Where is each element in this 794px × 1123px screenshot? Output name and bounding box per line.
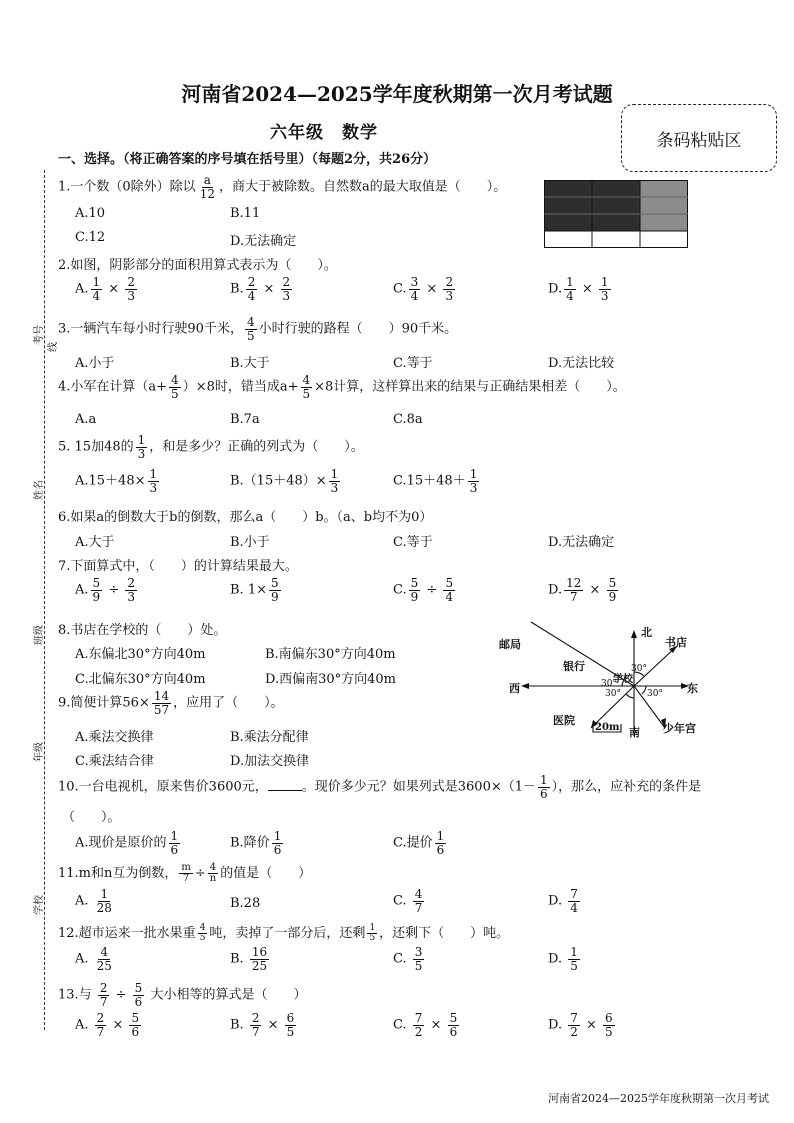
section-heading: 一、选择。（将正确答案的序号填在括号里）（每题2分，共26分） — [58, 152, 437, 167]
question-10-line2: （ ）。 — [62, 810, 121, 825]
angle-south-east: 30° — [647, 689, 663, 699]
side-label-school: 学校 — [34, 895, 45, 915]
q9-option-a[interactable]: A.乘法交换律 — [75, 730, 154, 745]
question-8: 8.书店在学校的（ ）处。 — [58, 623, 227, 638]
q3-option-b[interactable]: B.大于 — [230, 356, 270, 371]
label-youth-palace: 少年宫 — [663, 722, 696, 735]
q1-option-d[interactable]: D.无法确定 — [230, 234, 297, 249]
barcode-label: 条码粘贴区 — [656, 130, 742, 151]
question-13: 13.与 $\frac{2}{7}$ ÷ $\frac{5}{6}$ 大小相等的算式是（ ） — [58, 981, 307, 1009]
q13-option-c[interactable]: C. $\frac{7}{2}$ × $\frac{5}{6}$ — [393, 1011, 458, 1039]
angle-south-west: 30° — [605, 689, 621, 699]
side-label-grade: 年级 — [34, 742, 45, 762]
q5-option-b[interactable]: B.（15＋48）× $\frac{1}{3}$ — [230, 467, 339, 495]
q1-option-a[interactable]: A.10 — [75, 206, 106, 221]
q13-option-a[interactable]: A. $\frac{2}{7}$ × $\frac{5}{6}$ — [75, 1011, 140, 1039]
q12-option-c[interactable]: C. $\frac{3}{5}$ — [393, 945, 423, 973]
q4-option-c[interactable]: C.8a — [393, 412, 423, 427]
label-west: 西 — [509, 682, 520, 695]
question-9: 9.简便计算56× $\frac{14}{57}$ ，应用了（ ）。 — [58, 689, 284, 717]
side-label-name: 姓名 — [34, 480, 45, 500]
label-bookstore: 书店 — [665, 636, 687, 649]
q8-option-a[interactable]: A.东偏北30°方向40m — [75, 647, 206, 662]
q9-option-b[interactable]: B.乘法分配律 — [230, 730, 309, 745]
q2-option-b[interactable]: B. $\frac{2}{4}$ × $\frac{2}{3}$ — [230, 275, 291, 303]
label-south: 南 — [629, 726, 640, 739]
label-scale: 20m — [595, 722, 620, 733]
label-school: 学校 — [613, 674, 633, 685]
side-label-line: 线 — [48, 342, 59, 352]
label-post-office: 邮局 — [499, 638, 521, 651]
q10-option-b[interactable]: B.降价 $\frac{1}{6}$ — [230, 829, 282, 857]
q6-option-b[interactable]: B.小于 — [230, 535, 270, 550]
question-4: 4.小军在计算（a+ $\frac{4}{5}$ ）×8时，错当成a+ $\frac{4}{5}$ ×8计算，这样算出来的结果与正确结果相差（ ）。 — [58, 373, 626, 401]
q11-option-c[interactable]: C. $\frac{4}{7}$ — [393, 887, 423, 915]
q8-option-b[interactable]: B.南偏东30°方向40m — [265, 647, 396, 662]
q8-option-d[interactable]: D.西偏南30°方向40m — [265, 672, 397, 687]
q4-option-a[interactable]: A.a — [75, 412, 97, 427]
q7-option-b[interactable]: B. 1× $\frac{5}{9}$ — [230, 576, 279, 604]
q7-option-d[interactable]: D. $\frac{12}{7}$ × $\frac{5}{9}$ — [548, 576, 617, 604]
question-2: 2.如图，阴影部分的面积用算式表示为（ ）。 — [58, 258, 337, 273]
q2-option-d[interactable]: D. $\frac{1}{4}$ × $\frac{1}{3}$ — [548, 275, 609, 303]
q9-option-d[interactable]: D.加法交换律 — [230, 754, 310, 769]
q3-option-d[interactable]: D.无法比较 — [548, 356, 615, 371]
q11-option-a[interactable]: A. $\frac{1}{28}$ — [75, 887, 112, 915]
q3-option-a[interactable]: A.小于 — [75, 356, 115, 371]
q7-option-a[interactable]: A. $\frac{5}{9}$ ÷ $\frac{2}{3}$ — [75, 576, 135, 604]
q6-option-d[interactable]: D.无法确定 — [548, 535, 615, 550]
q3-option-c[interactable]: C.等于 — [393, 356, 433, 371]
q13-option-d[interactable]: D. $\frac{7}{2}$ × $\frac{6}{5}$ — [548, 1011, 613, 1039]
q4-option-b[interactable]: B.7a — [230, 412, 260, 427]
q6-option-a[interactable]: A.大于 — [75, 535, 115, 550]
page-footer: 河南省2024—2025学年度秋期第一次月考试 — [548, 1092, 769, 1105]
question-7: 7.下面算式中，（ ）的计算结果最大。 — [58, 559, 298, 574]
q11-option-d[interactable]: D. $\frac{7}{4}$ — [548, 887, 578, 915]
exam-subtitle: 六年级 数学 — [270, 123, 378, 143]
q2-option-c[interactable]: C. $\frac{3}{4}$ × $\frac{2}{3}$ — [393, 275, 454, 303]
q6-option-c[interactable]: C.等于 — [393, 535, 433, 550]
q12-option-b[interactable]: B. $\frac{16}{25}$ — [230, 945, 268, 973]
side-label-exam-no: 考号 — [34, 325, 45, 345]
label-bank: 银行 — [563, 660, 585, 673]
question-5: 5. 15加48的 $\frac{1}{3}$ ，和是多少？正确的列式为（ ）。 — [58, 433, 364, 461]
side-label-class: 班级 — [34, 625, 45, 645]
q1-option-b[interactable]: B.11 — [230, 206, 261, 221]
label-hospital: 医院 — [553, 714, 575, 727]
exam-title: 河南省2024—2025学年度秋期第一次月考试题 — [181, 82, 613, 106]
question-1: 1.一个数（0除外）除以 $\frac{a}{12}$ ，商大于被除数。自然数a的最大取值是（ ）。 — [58, 173, 507, 201]
q8-option-c[interactable]: C.北偏东30°方向40m — [75, 672, 206, 687]
label-east: 东 — [687, 682, 698, 695]
q9-option-c[interactable]: C.乘法结合律 — [75, 754, 154, 769]
q1-option-c[interactable]: C.12 — [75, 230, 106, 245]
q11-option-b[interactable]: B.28 — [230, 896, 261, 911]
q5-option-a[interactable]: A.15＋48× $\frac{1}{3}$ — [75, 467, 158, 495]
q13-option-b[interactable]: B. $\frac{2}{7}$ × $\frac{6}{5}$ — [230, 1011, 295, 1039]
angle-north-east: 30° — [631, 664, 647, 674]
q12-option-a[interactable]: A. $\frac{4}{25}$ — [75, 945, 112, 973]
q2-option-a[interactable]: A. $\frac{1}{4}$ × $\frac{2}{3}$ — [75, 275, 135, 303]
question-10: 10.一台电视机，原来售价3600元， 。现价多少元？如果列式是3600×（1－ $\frac{1}{6}$ ），那么，应补充的条件是 — [58, 773, 702, 801]
direction-map-figure — [495, 620, 710, 745]
q10-option-a[interactable]: A.现价是原价的 $\frac{1}{6}$ — [75, 829, 179, 857]
angle-west: 30° — [601, 679, 617, 689]
q7-option-c[interactable]: C. $\frac{5}{9}$ ÷ $\frac{5}{4}$ — [393, 576, 454, 604]
answer-blank[interactable] — [268, 790, 302, 791]
question-6: 6.如果a的倒数大于b的倒数，那么a（ ）b。（a、b均不为0） — [58, 510, 433, 525]
question-11: 11.m和n互为倒数， $\frac{m}{7}$ ÷ $\frac{4}{n}$ 的值是（ ） — [58, 861, 312, 884]
q10-option-c[interactable]: C.提价 $\frac{1}{6}$ — [393, 829, 445, 857]
question-12: 12.超市运来一批水果重 $\frac{4}{5}$ 吨，卖掉了一部分后，还剩 $\frac{1}{5}$ ，还剩下（ ）吨。 — [58, 922, 510, 943]
question-3: 3.一辆汽车每小时行驶90千米， $\frac{4}{5}$ 小时行驶的路程（ ）90千米。 — [58, 315, 458, 343]
q12-option-d[interactable]: D. $\frac{1}{5}$ — [548, 945, 578, 973]
shaded-grid-figure — [544, 180, 688, 248]
barcode-area — [621, 104, 777, 172]
q5-option-c[interactable]: C.15＋48＋ $\frac{1}{3}$ — [393, 467, 478, 495]
label-north: 北 — [641, 626, 652, 639]
